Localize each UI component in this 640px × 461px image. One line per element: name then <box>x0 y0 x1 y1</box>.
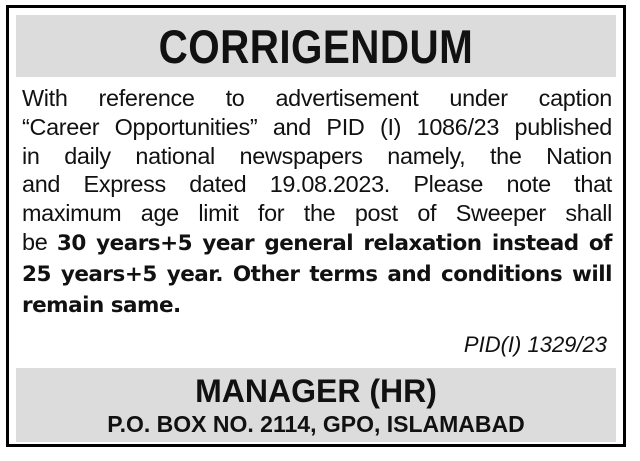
notice-title: CORRIGENDUM <box>158 19 474 73</box>
notice-body <box>22 84 612 320</box>
body-line-2: “Career Opportunities” and PID (I) 1086/23 published <box>22 113 612 140</box>
pid-reference: PID(I) 1329/23 <box>463 332 607 357</box>
issuer-designation: MANAGER (HR) <box>195 373 437 409</box>
body-line-3: in daily national newspapers namely, the Nation <box>22 142 612 169</box>
title-banner <box>16 15 616 77</box>
body-line-6-bold: 30 years+5 year general relaxation instead of <box>56 230 612 256</box>
body-line-7-bold: 25 years+5 year. Other terms and conditions will <box>22 261 612 287</box>
body-line-6 <box>22 228 612 259</box>
body-line-6-plain: be <box>22 228 57 255</box>
body-line-8 <box>22 290 612 321</box>
body-line-1: With reference to advertisement under caption <box>22 85 612 111</box>
body-line-8-bold: remain same. <box>22 292 181 318</box>
body-line-7 <box>22 259 612 290</box>
issuer-address: P.O. BOX NO. 2114, GPO, ISLAMABAD <box>107 411 525 437</box>
body-line-5: maximum age limit for the post of Sweeper shall <box>22 200 612 227</box>
body-line-4: and Express dated 19.08.2023. Please note that <box>22 171 612 198</box>
footer-banner <box>16 368 616 442</box>
corrigendum-advertisement <box>6 5 626 447</box>
